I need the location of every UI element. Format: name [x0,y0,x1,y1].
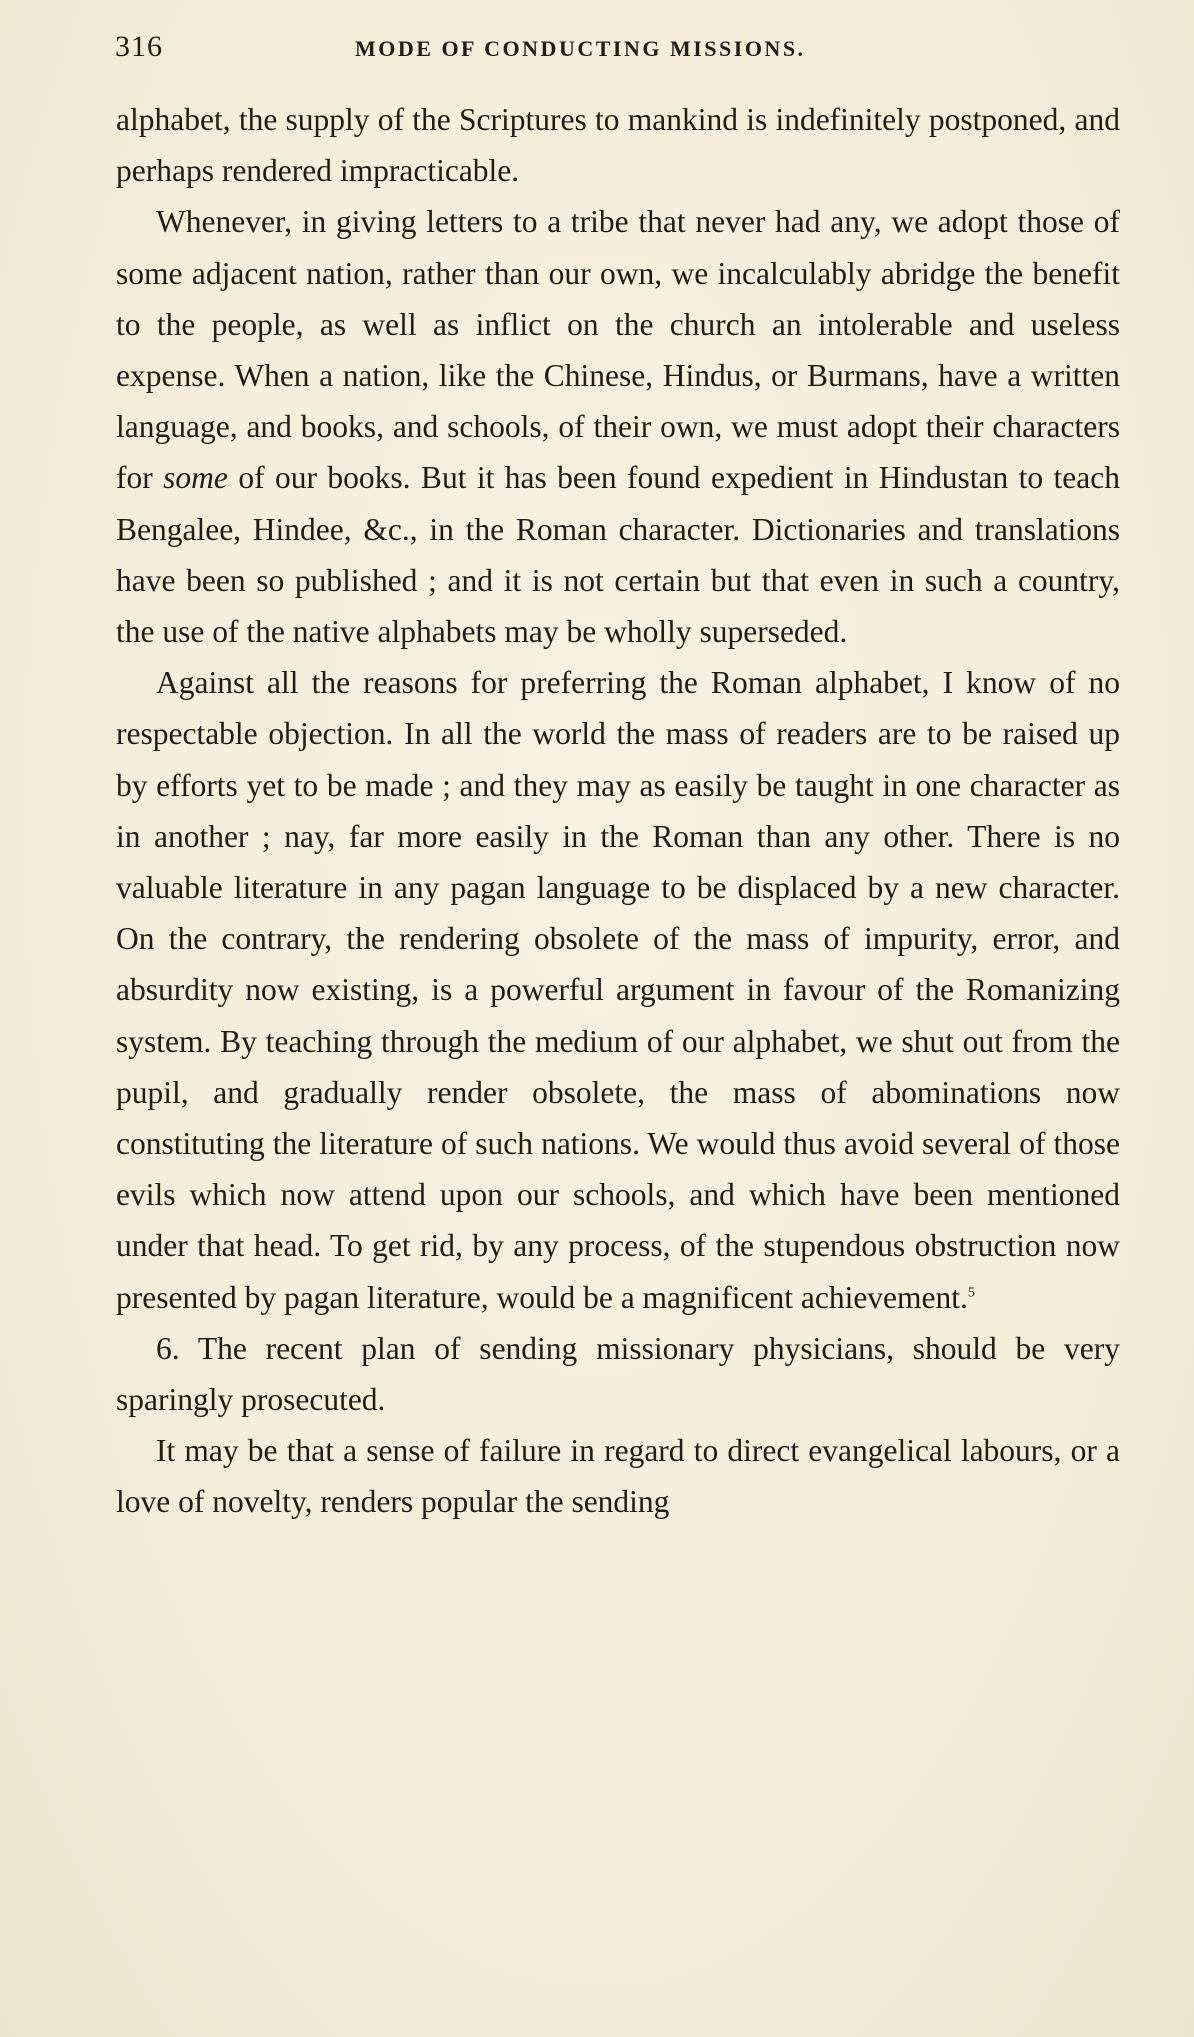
page-header [115,30,1120,70]
emphasis-some: some [163,460,228,496]
footnote-mark: 5 [967,1285,975,1301]
running-title: MODE OF CONDUCTING MISSIONS. [355,36,806,61]
paragraph-2-part-2: of our books. But it has been found expedient in Hindustan to teach Bengalee, Hindee, &c., in the Roman character. Dictionaries and translations have been so published ; and it is not certain but that even in such a country, the use of the native alphabets may be wholly superseded. [116,460,1121,650]
paragraph-5: It may be that a sense of failure in regard to direct evangelical labours, or a love of novelty, renders popular the sending [116,1433,1120,1520]
paragraph-2-part-1: Whenever, in giving letters to a tribe that never had any, we adopt those of some adjacent nation, rather than our own, we incalculably abridge the benefit to the people, as well as inflict on the church an intolerable and useless expense. When a nation, like the Chinese, Hindus, or Burmans, have a written language, and books, and schools, of their own, we must adopt their characters for [116,204,1120,496]
paragraph-4: 6. The recent plan of sending missionary physicians, should be very sparingly prosecuted. [116,1330,1120,1418]
page-number: 316 [115,30,163,63]
body-text [116,94,1120,1528]
paragraph-1: alphabet, the supply of the Scriptures to mankind is indefinitely postponed, and perhaps rendered impracticable. [116,102,1120,189]
paragraph-3 [116,657,1120,1323]
paragraph-2 [116,196,1120,657]
paragraph-3-text: Against all the reasons for preferring the Roman alphabet, I know of no respectable objection. In all the world the mass of readers are to be raised up by efforts yet to be made ; and they may as easily be taught in one character as in another ; nay, far more easily in the Roman than any other. There is no valuable literature in any pagan language to be displaced by a new character. On the contrary, the rendering obsolete of the mass of impurity, error, and absurdity now existing, is a powerful argument in favour of the Romanizing system. By teaching through the medium of our alphabet, we shut out from the pupil, and gradually render obsolete, the mass of abominations now constituting the literature of such nations. We would thus avoid several of those evils which now attend upon our schools, and which have been mentioned under that head. To get rid, by any process, of the stupendous obstruction now presented by pagan literature, would be a magnificent achievement. [116,665,1120,1315]
